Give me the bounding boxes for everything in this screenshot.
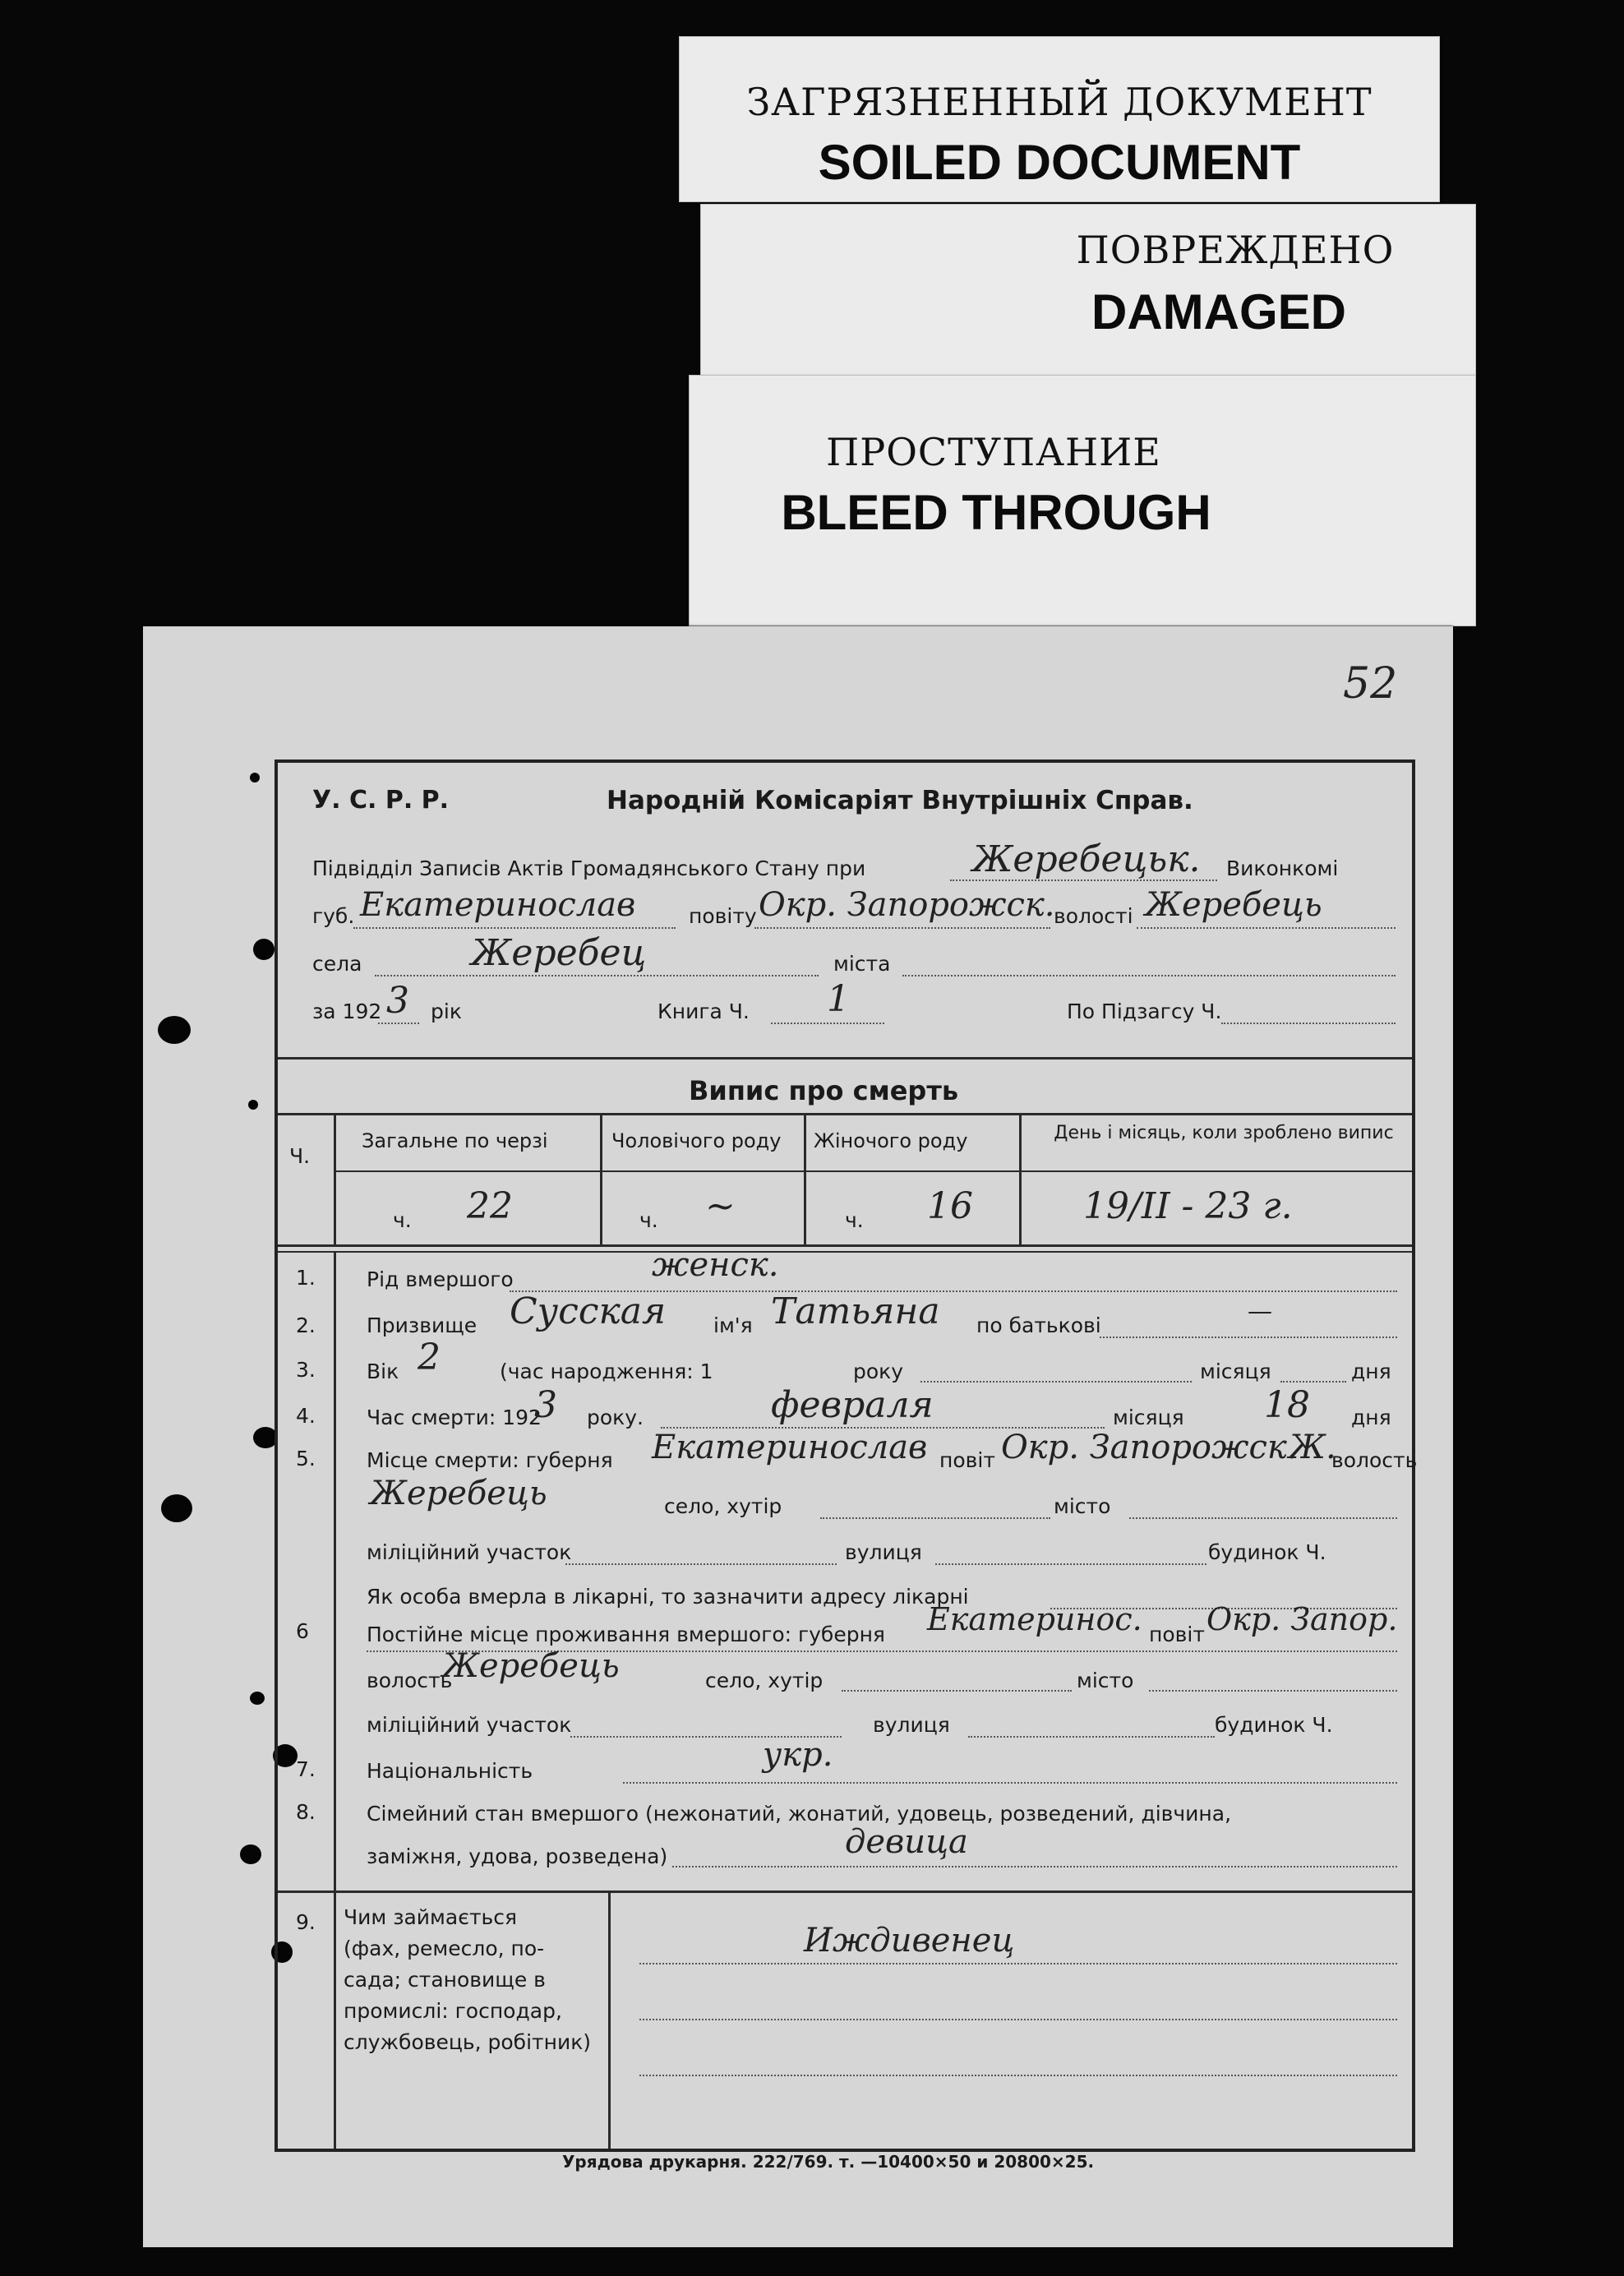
rule <box>278 1113 1412 1115</box>
chas-day: 18 <box>1264 1384 1310 1426</box>
rule <box>600 1113 602 1244</box>
kniga-label: Книга Ч. <box>657 1000 750 1023</box>
item-number: 4. <box>296 1404 316 1428</box>
col3-value: 16 <box>927 1185 973 1227</box>
col3-header: Жіночого роду <box>814 1129 968 1152</box>
nats-label: Національність <box>367 1759 533 1783</box>
col1-value: 22 <box>467 1185 513 1227</box>
selo-value: Жеребец <box>471 932 647 974</box>
mistse-povit: Окр. Запорожск. <box>1001 1429 1298 1466</box>
pryzv-value: Сусская <box>510 1290 667 1332</box>
mistse-volost: Ж. <box>1289 1429 1336 1466</box>
state-label: У. С. Р. Р. <box>312 786 450 815</box>
soiled-en: SOILED DOCUMENT <box>818 135 1301 190</box>
death-record-form <box>143 626 1453 2247</box>
vik-label: Вік <box>367 1360 399 1383</box>
dotline <box>353 927 676 929</box>
volost-value: Жеребець <box>1145 886 1322 924</box>
povit-label: повіту <box>689 904 757 928</box>
bleed-ru: ПРОСТУПАНИЕ <box>826 430 1161 474</box>
budynok-label: будинок Ч. <box>1208 1540 1326 1564</box>
dotline <box>1280 1381 1346 1383</box>
post-volost: Жеребець <box>442 1647 620 1685</box>
item-number: 9. <box>296 1910 316 1934</box>
form-title: Випис про смерть <box>689 1075 959 1106</box>
rule <box>334 1170 1412 1172</box>
row2-prefix: ч. <box>639 1208 658 1232</box>
mistse-selo: Жеребець <box>370 1475 547 1512</box>
dotline <box>639 2019 1397 2020</box>
post-selo-label: село, хутір <box>705 1669 824 1692</box>
imya-value: Татьяна <box>771 1290 940 1332</box>
mista-label: міста <box>833 952 891 976</box>
item-number: 1. <box>296 1266 316 1290</box>
dotline <box>565 1563 837 1565</box>
binding-hole <box>240 1844 261 1864</box>
post-povit: Окр. Запор. <box>1206 1601 1398 1637</box>
item-number: 7. <box>296 1757 316 1781</box>
rule <box>278 1251 1412 1253</box>
simeyny-label: Сімейний стан вмершого (нежонатий, жонатий, удовець, розведений, дівчина, <box>367 1802 1232 1826</box>
col4-value: 19/II - 23 г. <box>1083 1185 1293 1227</box>
dotline <box>1137 927 1396 929</box>
dotline <box>920 1381 1192 1383</box>
vykonkom-label: Виконкомі <box>1226 856 1339 880</box>
vulytsya-label: вулиця <box>845 1540 922 1564</box>
dotline <box>1221 1023 1396 1024</box>
vik-value: 2 <box>418 1337 441 1378</box>
chas-month: февраля <box>771 1384 934 1426</box>
rule <box>278 1057 1412 1060</box>
form-frame <box>275 759 1418 2152</box>
simeyny-label-2: заміжня, удова, розведена) <box>367 1844 668 1868</box>
simeyny-value: девица <box>845 1823 968 1861</box>
volost-label: волості <box>1054 904 1133 928</box>
rid-value: женск. <box>652 1246 779 1284</box>
bleed-through-card <box>689 375 1476 626</box>
row3-prefix: ч. <box>845 1208 864 1232</box>
dotline <box>902 975 1396 976</box>
chym-label-3: сада; становище в <box>344 1968 546 1992</box>
dotline <box>968 1736 1215 1738</box>
dotline <box>1129 1517 1397 1519</box>
zags-value: Жеребецьк. <box>972 838 1201 880</box>
dotline <box>1149 1690 1397 1692</box>
page-number: 52 <box>1343 659 1398 709</box>
rule <box>334 1113 336 1244</box>
rule <box>278 1891 1412 1893</box>
dotline <box>950 879 1217 881</box>
bleed-en: BLEED THROUGH <box>781 485 1211 540</box>
binding-hole <box>250 1692 265 1705</box>
damaged-ru: ПОВРЕЖДЕНО <box>1076 228 1395 272</box>
chym-label-5: службовець, робітник) <box>344 2030 592 2054</box>
milits-label: міліційний участок <box>367 1540 572 1564</box>
dotline <box>672 1866 1397 1867</box>
rik-label: рік <box>431 1000 462 1023</box>
rule <box>608 1891 611 2149</box>
kniga-value: 1 <box>827 978 850 1020</box>
damaged-en: DAMAGED <box>1091 284 1346 339</box>
pryzv-label: Призвище <box>367 1313 478 1337</box>
post-povit-label: повіт <box>1149 1623 1205 1646</box>
rule <box>278 1244 1412 1247</box>
commissariat-label: Народній Комісаріят Внутрішніх Справ. <box>607 786 1193 815</box>
dnya-label: дня <box>1351 1360 1391 1383</box>
item-number: 6 <box>296 1619 309 1643</box>
vik-birth-label: (час народження: 1 <box>500 1360 713 1383</box>
batk-label: по батькові <box>976 1313 1101 1337</box>
mistse-label: Місце смерти: губерня <box>367 1448 613 1472</box>
item-number: 2. <box>296 1313 316 1337</box>
item-number: 5. <box>296 1447 316 1470</box>
dotline <box>754 927 1050 929</box>
mistse-gub: Екатеринослав <box>652 1429 928 1466</box>
selo-label: села <box>312 952 362 976</box>
misyatsya-label: місяця <box>1200 1360 1271 1383</box>
rule <box>804 1113 806 1244</box>
printer-footer: Урядова друкарня. 222/769. т. —10400×50 и 20800×25. <box>562 2152 1095 2172</box>
chym-value: Иждивенец <box>804 1922 1015 1960</box>
col2-header: Чоловічого роду <box>611 1129 782 1152</box>
post-volost-label: волость <box>367 1669 453 1692</box>
damaged-card <box>700 204 1476 399</box>
binding-hole <box>161 1494 192 1522</box>
binding-hole <box>158 1016 191 1044</box>
binding-hole <box>253 939 275 960</box>
chas-year: 3 <box>534 1384 557 1426</box>
col2-value: ~ <box>705 1185 736 1227</box>
ch-label: Ч. <box>289 1144 311 1168</box>
post-milits-label: міліційний участок <box>367 1713 572 1737</box>
soiled-ru: ЗАГРЯЗНЕННЫЙ ДОКУМЕНТ <box>746 80 1373 124</box>
dotline <box>935 1563 1206 1565</box>
roku-label: року <box>853 1360 904 1383</box>
batk-value: — <box>1248 1297 1272 1326</box>
rule <box>1019 1113 1022 1244</box>
zags-label: Підвідділ Записів Актів Громадянського Стану при <box>312 856 866 880</box>
selo-label: село, хутір <box>664 1494 782 1518</box>
nats-value: укр. <box>763 1736 833 1774</box>
item-number: 3. <box>296 1358 316 1382</box>
row1-prefix: ч. <box>393 1208 412 1232</box>
pidzagsu-label: По Підзагсу Ч. <box>1067 1000 1222 1023</box>
misyatsya2-label: місяця <box>1113 1406 1184 1429</box>
dotline <box>639 1963 1397 1964</box>
gub-value: Екатеринослав <box>360 886 636 924</box>
binding-hole <box>250 773 260 783</box>
roku2-label: року. <box>587 1406 644 1429</box>
post-gub: Екатеринос. <box>927 1601 1142 1637</box>
dotline <box>771 1023 884 1024</box>
chym-label-1: Чим займається <box>344 1905 518 1929</box>
chas-label: Час смерти: 192 <box>367 1406 542 1429</box>
misto-label: місто <box>1054 1494 1111 1518</box>
post-budynok-label: будинок Ч. <box>1215 1713 1333 1737</box>
dotline <box>1100 1337 1397 1338</box>
imya-label: ім'я <box>713 1313 753 1337</box>
col1-header: Загальне по черзі <box>362 1129 548 1152</box>
likarnya-label: Як особа вмерла в лікарні, то зазначити адресу лікарні <box>367 1585 969 1609</box>
dotline <box>378 1023 419 1024</box>
dotline <box>375 975 819 976</box>
dnya2-label: дня <box>1351 1406 1391 1429</box>
dotline <box>842 1690 1072 1692</box>
postiyne-label: Постійне місце проживання вмершого: губерня <box>367 1623 885 1646</box>
mistse-povit-label: повіт <box>939 1448 995 1472</box>
item-number: 8. <box>296 1800 316 1824</box>
dotline <box>639 2075 1397 2076</box>
dotline <box>820 1517 1050 1519</box>
binding-hole <box>248 1100 258 1110</box>
post-misto-label: місто <box>1077 1669 1134 1692</box>
za-label: за 192 <box>312 1000 382 1023</box>
chym-label-2: (фах, ремесло, по- <box>344 1937 545 1960</box>
mistse-volost-label: волость <box>1331 1448 1418 1472</box>
dotline <box>623 1782 1397 1784</box>
povit-value: Окр. Запорожск. <box>759 886 1055 924</box>
chym-label-4: промислі: господар, <box>344 1999 562 2023</box>
post-vulytsya-label: вулиця <box>873 1713 950 1737</box>
rid-label: Рід вмершого <box>367 1267 514 1291</box>
rule <box>334 1251 336 2149</box>
soiled-document-card <box>679 36 1440 202</box>
col4-header: День і місяць, коли зроблено випис <box>1054 1123 1394 1143</box>
year-value: 3 <box>386 980 409 1022</box>
gub-label: губ. <box>312 904 355 928</box>
